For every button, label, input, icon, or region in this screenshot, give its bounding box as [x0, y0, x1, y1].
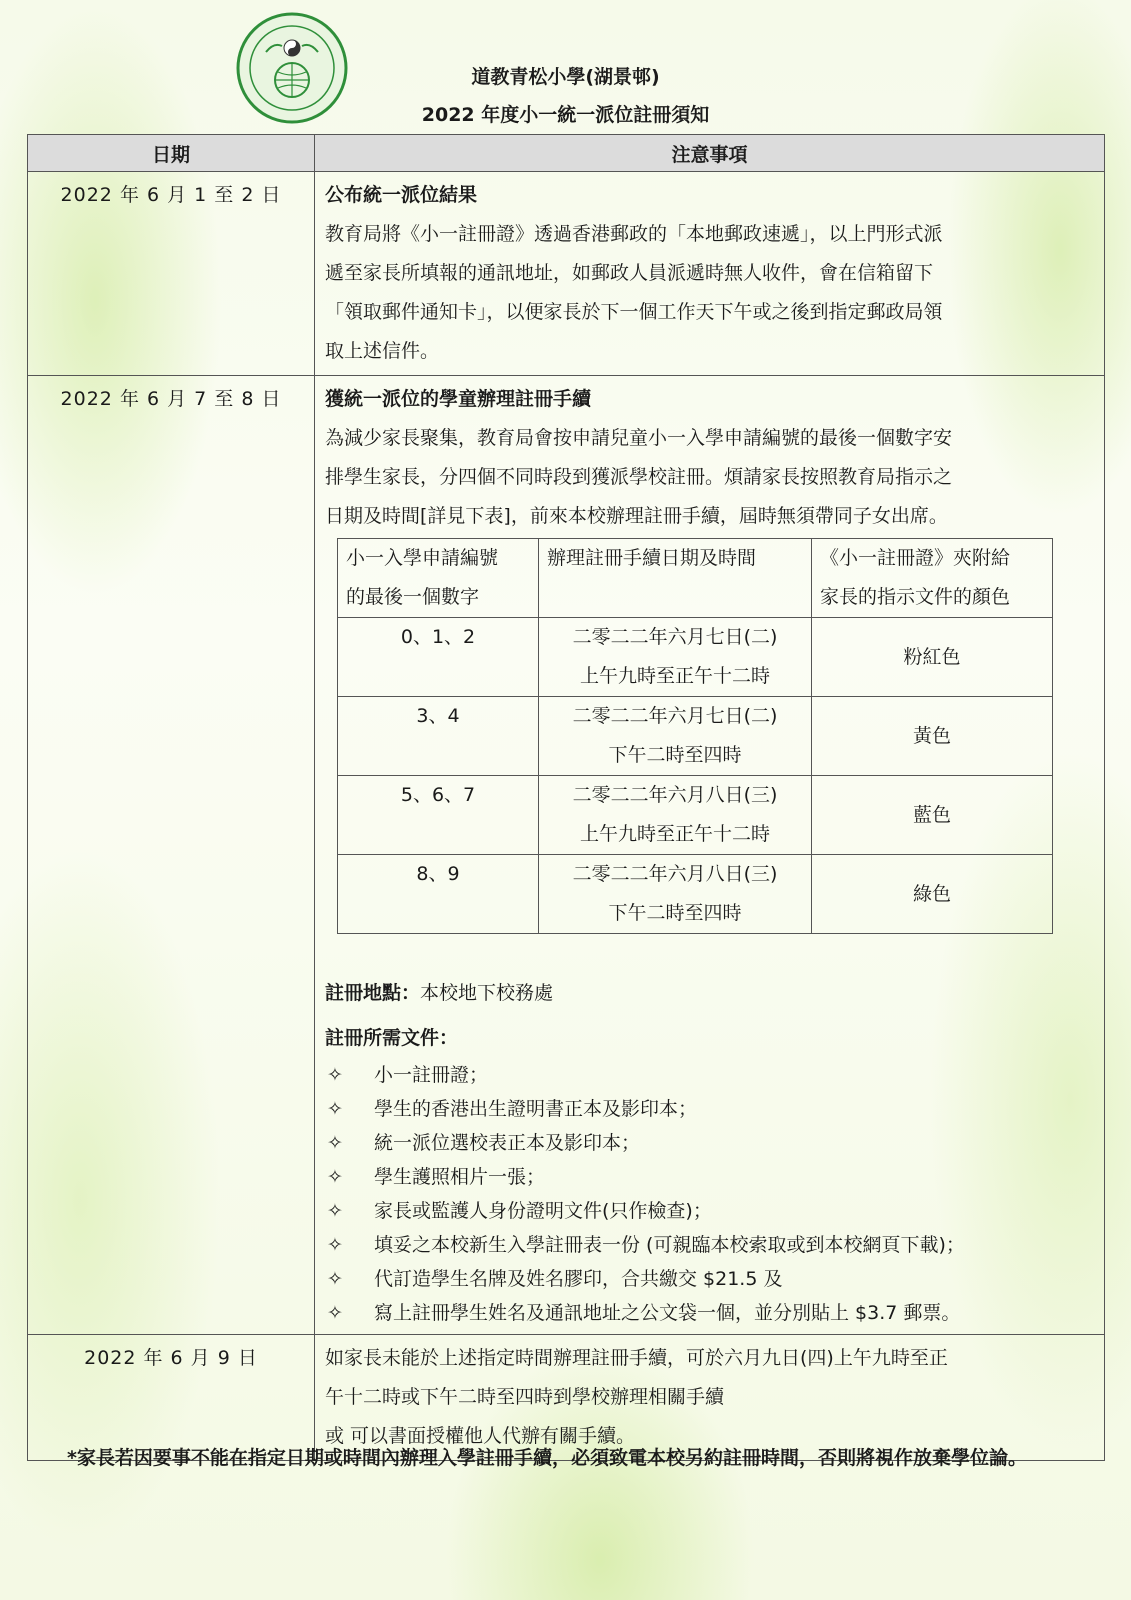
schedule-color: 黃色	[812, 697, 1053, 776]
row-text-line: 午十二時或下午二時至四時到學校辦理相關手續	[325, 1386, 725, 1408]
row-text-line: 或 可以書面授權他人代辦有關手續。	[325, 1425, 636, 1447]
list-item: ✧ 代訂造學生名牌及姓名膠印，合共繳交 $21.5 及	[325, 1262, 1094, 1296]
row-content	[315, 376, 1105, 1335]
schedule-digits: 5、6、7	[338, 776, 539, 855]
schedule-datetime: 二零二二年六月七日(二) 上午九時至正午十二時	[539, 618, 812, 697]
row-heading: 公布統一派位結果	[325, 184, 478, 206]
bullet-icon: ✧	[327, 1234, 343, 1256]
notice-title: 2022 年度小一統一派位註冊須知	[421, 104, 710, 126]
schedule-header-datetime: 辦理註冊手續日期及時間	[539, 539, 812, 618]
bullet-icon: ✧	[327, 1132, 343, 1154]
bullet-icon: ✧	[327, 1098, 343, 1120]
row-text-line: 為減少家長聚集，教育局會按申請兒童小一入學申請編號的最後一個數字安	[325, 427, 953, 449]
schedule-color: 綠色	[812, 855, 1053, 934]
row-date: 2022 年 6 月 7 至 8 日	[28, 376, 315, 1335]
row-content	[315, 172, 1105, 376]
schedule-row	[338, 855, 1053, 934]
schedule-digits: 3、4	[338, 697, 539, 776]
schedule-datetime: 二零二二年六月七日(二) 下午二時至四時	[539, 697, 812, 776]
row-text-line: 如家長未能於上述指定時間辦理註冊手續，可於六月九日(四)上午九時至正	[325, 1347, 948, 1369]
list-item: ✧ 寫上註冊學生姓名及通訊地址之公文袋一個，並分別貼上 $3.7 郵票。	[325, 1296, 1094, 1330]
schedule-table	[337, 538, 1053, 934]
schedule-digits: 0、1、2	[338, 618, 539, 697]
schedule-datetime: 二零二二年六月八日(三) 下午二時至四時	[539, 855, 812, 934]
date-column-header: 日期	[28, 135, 315, 172]
row-heading: 獲統一派位的學童辦理註冊手續	[325, 388, 592, 410]
schedule-row	[338, 776, 1053, 855]
schedule-digits: 8、9	[338, 855, 539, 934]
schedule-row	[338, 697, 1053, 776]
bullet-icon: ✧	[327, 1268, 343, 1290]
row-text-line: 日期及時間[詳見下表]，前來本校辦理註冊手續，屆時無須帶同子女出席。	[325, 505, 948, 527]
row-date: 2022 年 6 月 9 日	[28, 1335, 315, 1461]
table-row	[28, 172, 1105, 376]
schedule-header-digits: 小一入學申請編號 的最後一個數字	[338, 539, 539, 618]
schedule-header-color: 《小一註冊證》夾附給 家長的指示文件的顏色	[812, 539, 1053, 618]
bullet-icon: ✧	[327, 1166, 343, 1188]
notes-column-header: 注意事項	[315, 135, 1105, 172]
row-text-line: 遞至家長所填報的通訊地址，如郵政人員派遞時無人收件，會在信箱留下	[325, 262, 934, 284]
row-text-line: 教育局將《小一註冊證》透過香港郵政的「本地郵政速遞」，以上門形式派	[325, 223, 943, 245]
schedule-color: 粉紅色	[812, 618, 1053, 697]
bullet-icon: ✧	[327, 1200, 343, 1222]
schedule-datetime: 二零二二年六月八日(三) 上午九時至正午十二時	[539, 776, 812, 855]
row-text-line: 「領取郵件通知卡」，以便家長於下一個工作天下午或之後到指定郵政局領	[325, 301, 943, 323]
bullet-icon: ✧	[327, 1302, 343, 1324]
footnote: *家長若因要事不能在指定日期或時間內辦理入學註冊手續，必須致電本校另約註冊時間，否則將視作放棄學位論。	[67, 1447, 1027, 1469]
location-value: 本校地下校務處	[420, 982, 554, 1004]
list-item: ✧ 統一派位選校表正本及影印本；	[325, 1126, 1094, 1160]
table-row	[28, 376, 1105, 1335]
schedule-color: 藍色	[812, 776, 1053, 855]
row-date: 2022 年 6 月 1 至 2 日	[28, 172, 315, 376]
bullet-icon: ✧	[327, 1064, 343, 1086]
row-text-line: 排學生家長，分四個不同時段到獲派學校註冊。煩請家長按照教育局指示之	[325, 466, 953, 488]
location-line	[325, 974, 1094, 1013]
list-item: ✧ 填妥之本校新生入學註冊表一份 (可親臨本校索取或到本校網頁下載)；	[325, 1228, 1094, 1262]
row-text-line: 取上述信件。	[325, 340, 440, 362]
list-item: ✧ 學生的香港出生證明書正本及影印本；	[325, 1092, 1094, 1126]
docs-label: 註冊所需文件：	[325, 1027, 459, 1049]
list-item: ✧ 學生護照相片一張；	[325, 1160, 1094, 1194]
location-label: 註冊地點：	[325, 982, 421, 1004]
registration-table	[27, 134, 1105, 1461]
list-item: ✧ 家長或監護人身份證明文件(只作檢查)；	[325, 1194, 1094, 1228]
list-item: ✧ 小一註冊證；	[325, 1058, 1094, 1092]
schedule-row	[338, 618, 1053, 697]
school-name: 道教青松小學(湖景邨)	[471, 66, 660, 88]
